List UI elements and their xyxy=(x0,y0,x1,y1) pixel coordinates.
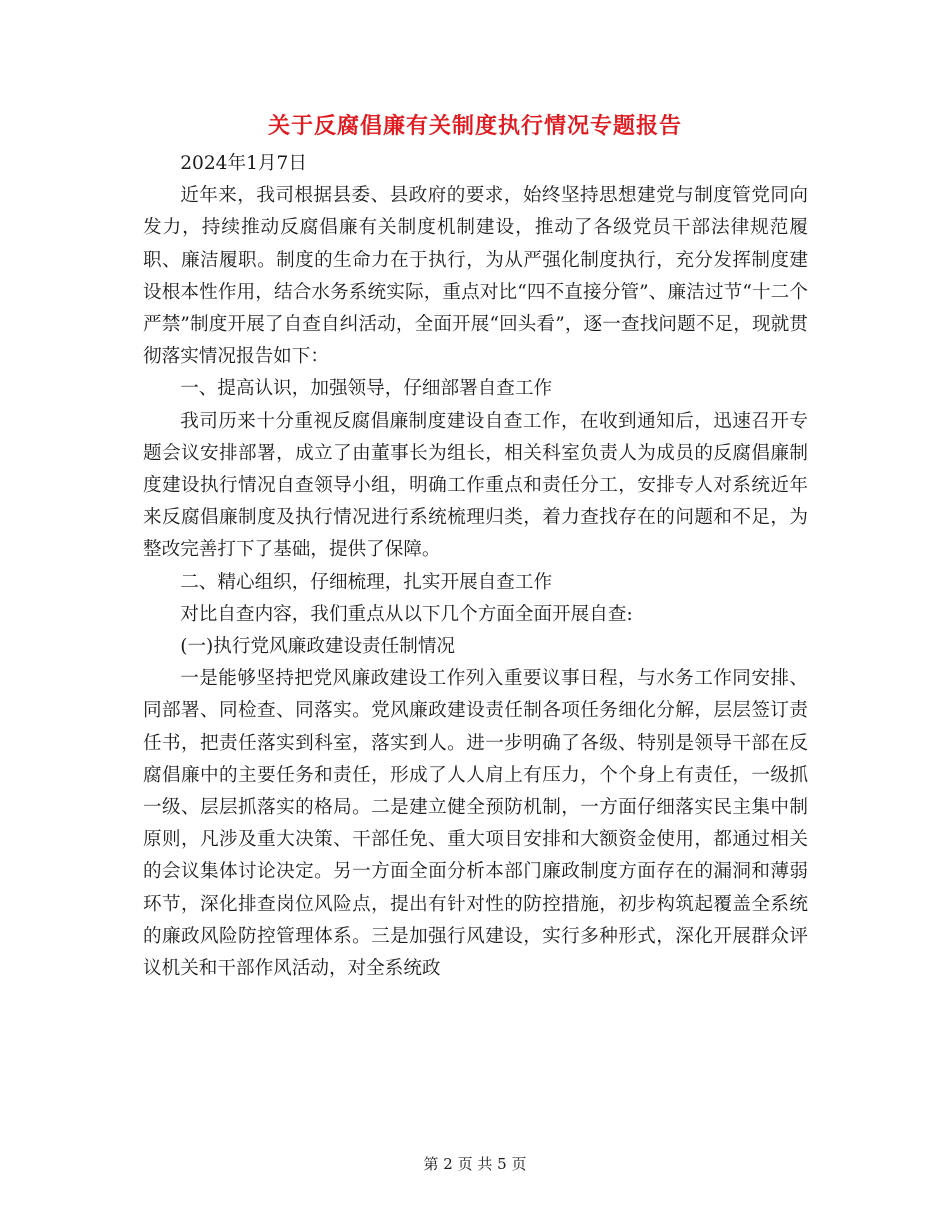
section-heading-2: 二、精心组织，仔细梳理，扎实开展自查工作 xyxy=(180,571,553,593)
paragraph-intro: 近年来，我司根据县委、县政府的要求，始终坚持思想建党与制度管党同向发力，持续推动反腐倡廉有关制度机制建设，推动了各级党员干部法律规范履职、廉洁履职。制度的生命力在于执行，为从严强化制度执行，充分发挥制度建设根本性作用，结合水务系统实际，重点对比“四不直接分管”、廉洁过节“十二个严禁”制度开展了自查自纠活动，全面开展“回头看”，逐一查找问题不足，现就贯彻落实情况报告如下： xyxy=(143,185,808,368)
document-body xyxy=(143,148,808,985)
document-title: 关于反腐倡廉有关制度执行情况专题报告 xyxy=(267,113,682,139)
page-footer: 第 2 页 共 5 页 xyxy=(423,1155,527,1173)
paragraph-section-2-intro: 对比自查内容，我们重点从以下几个方面全面开展自查: xyxy=(180,603,633,625)
section-heading-1: 一、提高认识，加强领导，仔细部署自查工作 xyxy=(180,378,553,400)
paragraph-subsection-1: 一是能够坚持把党风廉政建设工作列入重要议事日程，与水务工作同安排、同部署、同检查、同落实。党风廉政建设责任制各项任务细化分解，层层签订责任书，把责任落实到科室，落实到人。进一步明确了各级、特别是领导干部在反腐倡廉中的主要任务和责任，形成了人人肩上有压力，个个身上有责任，一级抓一级、层层抓落实的格局。二是建立健全预防机制，一方面仔细落实民主集中制原则，凡涉及重大决策、干部任免、重大项目安排和大额资金使用，都通过相关的会议集体讨论决定。另一方面全面分析本部门廉政制度方面存在的漏洞和薄弱环节，深化排查岗位风险点，提出有针对性的防控措施，初步构筑起覆盖全系统的廉政风险防控管理体系。三是加强行风建设，实行多种形式，深化开展群众评议机关和干部作风活动，对全系统政 xyxy=(143,668,808,980)
paragraph-section-1: 我司历来十分重视反腐倡廉制度建设自查工作，在收到通知后，迅速召开专题会议安排部署，成立了由董事长为组长，相关科室负责人为成员的反腐倡廉制度建设执行情况自查领导小组，明确工作重点和责任分工，安排专人对系统近年来反腐倡廉制度及执行情况进行系统梳理归类，着力查找存在的问题和不足，为整改完善打下了基础，提供了保障。 xyxy=(143,410,808,561)
date-line: 2024年1月7日 xyxy=(180,153,307,174)
subsection-heading-1: (一)执行党风廉政建设责任制情况 xyxy=(180,636,456,658)
